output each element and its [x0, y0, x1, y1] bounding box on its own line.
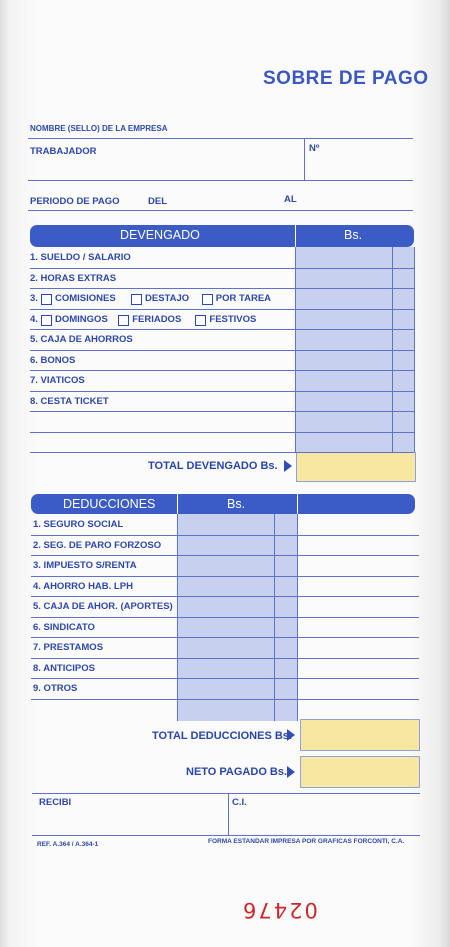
- earnings-row-label: 4.: [30, 313, 38, 325]
- signature-top-line: [32, 793, 420, 794]
- earnings-row-line: [30, 411, 414, 412]
- earnings-row-line: [30, 329, 414, 330]
- worker-divider: [304, 138, 305, 180]
- earnings-header-divider: [295, 225, 296, 247]
- period-line: [28, 210, 413, 211]
- row3-option-label: POR TAREA: [215, 293, 272, 304]
- earnings-right-line: [414, 247, 415, 452]
- deductions-row-label: 8. ANTICIPOS: [33, 662, 95, 674]
- deductions-header-band: [31, 494, 415, 514]
- deductions-row-line: [31, 678, 419, 679]
- net-paid-box[interactable]: [300, 756, 420, 788]
- earnings-row-label: 8. CESTA TICKET: [30, 395, 109, 407]
- deductions-header-divider-2: [297, 494, 298, 514]
- deductions-row-line: [31, 637, 419, 638]
- deductions-currency-header: Bs.: [227, 497, 246, 511]
- total-deductions-arrow-icon: [287, 729, 295, 741]
- deductions-row-label: 5. CAJA DE AHOR. (APORTES): [33, 601, 173, 612]
- deductions-amount-column: [178, 514, 298, 721]
- company-label: NOMBRE (SELLO) DE LA EMPRESA: [30, 124, 168, 133]
- row3-checkbox[interactable]: [202, 294, 213, 305]
- serial-number: 02476: [241, 898, 318, 922]
- deductions-row-line: [31, 699, 419, 700]
- period-label: PERIODO DE PAGO: [30, 196, 120, 207]
- received-label: RECIBI: [39, 797, 72, 808]
- earnings-row-label: 1. SUELDO / SALARIO: [30, 252, 131, 263]
- row4-checkbox[interactable]: [41, 315, 52, 326]
- printer-text: FORMA ESTANDAR IMPRESA POR GRAFICAS FORCONTI, C.A.: [208, 838, 405, 845]
- deductions-row-label: 2. SEG. DE PARO FORZOSO: [33, 539, 162, 551]
- row4-option-label: FERIADOS: [132, 313, 182, 325]
- signature-bottom-line: [32, 835, 420, 836]
- row3-option-label: DESTAJO: [145, 293, 190, 304]
- earnings-row-label: 6. BONOS: [30, 354, 76, 366]
- row3-checkbox[interactable]: [131, 294, 142, 305]
- earnings-row-line: [30, 268, 414, 269]
- deductions-cents-line: [274, 514, 275, 721]
- worker-line: [28, 180, 413, 181]
- company-line: [28, 138, 413, 139]
- deductions-row-line: [31, 576, 419, 577]
- net-paid-label: NETO PAGADO Bs.: [186, 766, 288, 778]
- total-deductions-box[interactable]: [300, 719, 420, 751]
- earnings-header-band: [30, 225, 414, 247]
- earnings-row-label: 7. VIATICOS: [30, 375, 85, 386]
- deductions-row-line: [31, 596, 419, 597]
- deductions-row-label: 4. AHORRO HAB. LPH: [33, 580, 133, 592]
- deductions-right-line: [297, 514, 298, 721]
- total-earnings-arrow-icon: [284, 460, 292, 472]
- period-from-label: DEL: [148, 196, 167, 207]
- row3-option-label: COMISIONES: [55, 293, 116, 304]
- earnings-row-line: [30, 309, 414, 310]
- deductions-col-line: [177, 514, 178, 721]
- total-earnings-box[interactable]: [296, 452, 416, 482]
- row4-option-label: DOMINGOS: [55, 313, 108, 325]
- number-label: Nº: [309, 143, 320, 154]
- row4-checkbox[interactable]: [195, 315, 206, 326]
- earnings-row-label: 2. HORAS EXTRAS: [30, 272, 117, 284]
- deductions-header-divider-1: [177, 494, 178, 514]
- period-to-label: AL: [284, 194, 297, 205]
- row4-checkbox[interactable]: [118, 315, 129, 326]
- earnings-row-label: 5. CAJA DE AHORROS: [30, 334, 133, 345]
- deductions-header: DEDUCCIONES: [63, 497, 156, 511]
- row4-option-label: FESTIVOS: [209, 313, 257, 325]
- form-title: SOBRE DE PAGO: [263, 68, 429, 89]
- earnings-row-label: 3.: [30, 293, 38, 304]
- deductions-row-line: [31, 555, 419, 556]
- deductions-row-label: 6. SINDICATO: [33, 621, 95, 633]
- deductions-row-label: 3. IMPUESTO S/RENTA: [33, 560, 137, 571]
- earnings-currency-header: Bs.: [344, 228, 363, 242]
- deductions-row-label: 1. SEGURO SOCIAL: [33, 519, 124, 530]
- signature-divider: [228, 793, 229, 835]
- reference-text: REF. A.364 / A.364-1: [37, 841, 99, 848]
- deductions-row-line: [31, 535, 419, 536]
- deductions-row-line: [31, 617, 419, 618]
- earnings-row-line: [30, 288, 414, 289]
- earnings-blank-row-line: [30, 452, 414, 453]
- deductions-row-label: 7. PRESTAMOS: [33, 642, 104, 653]
- total-earnings-label: TOTAL DEVENGADO Bs.: [148, 460, 278, 472]
- earnings-header: DEVENGADO: [120, 228, 200, 242]
- earnings-row-line: [30, 391, 414, 392]
- earnings-blank-row-line: [30, 432, 414, 433]
- id-label: C.I.: [232, 797, 247, 808]
- row3-checkbox[interactable]: [41, 294, 52, 305]
- worker-label: TRABAJADOR: [30, 146, 97, 157]
- deductions-row-line: [31, 658, 419, 659]
- net-paid-arrow-icon: [287, 766, 295, 778]
- deductions-row-label: 9. OTROS: [33, 683, 78, 694]
- earnings-row-line: [30, 370, 414, 371]
- total-deductions-label: TOTAL DEDUCCIONES Bs.: [152, 730, 292, 742]
- earnings-row-line: [30, 350, 414, 351]
